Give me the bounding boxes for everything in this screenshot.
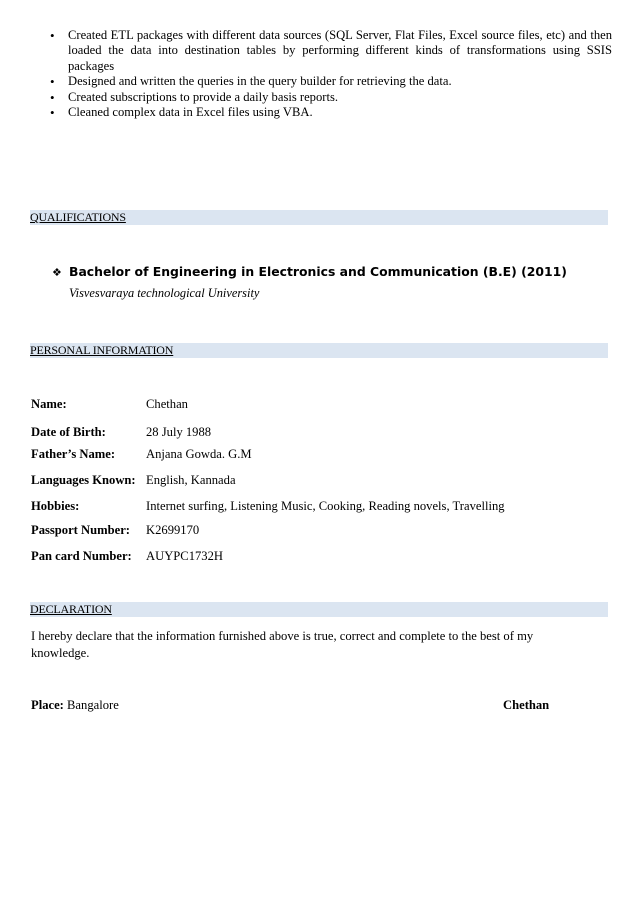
declaration-heading-bar — [30, 602, 608, 617]
info-value: K2699170 — [146, 523, 200, 537]
declaration-text: I hereby declare that the information furnished above is true, correct and complete to the best of my knowledge. — [31, 629, 534, 660]
degree-entry — [52, 264, 567, 281]
info-label: Pan card Number: — [31, 549, 132, 563]
experience-bullet: • Created subscriptions to provide a daily basis reports. — [46, 90, 612, 105]
signature-name: Chethan — [503, 698, 550, 712]
info-value: English, Kannada — [146, 473, 236, 487]
info-label: Languages Known: — [31, 473, 136, 487]
info-value: 28 July 1988 — [146, 425, 212, 439]
info-value: AUYPC1732H — [146, 549, 223, 563]
university-name: Visvesvaraya technological University — [69, 286, 260, 300]
personal-info-heading: PERSONAL INFORMATION — [30, 343, 174, 357]
qualifications-heading: QUALIFICATIONS — [30, 210, 126, 224]
experience-bullet-list — [46, 28, 612, 120]
experience-bullet: • Designed and written the queries in the query builder for retrieving the data. — [46, 74, 612, 89]
info-label: Father’s Name: — [31, 447, 116, 461]
info-label: Passport Number: — [31, 523, 130, 537]
diamond-bullet-icon: ❖ — [52, 266, 62, 279]
info-value: Chethan — [146, 397, 188, 411]
info-label: Hobbies: — [31, 499, 80, 513]
info-value: Internet surfing, Listening Music, Cooking, Reading novels, Travelling — [146, 499, 505, 513]
experience-bullet: • Cleaned complex data in Excel files using VBA. — [46, 105, 612, 120]
info-label: Date of Birth: — [31, 425, 106, 439]
qualifications-heading-bar — [30, 210, 608, 225]
place-value: Bangalore — [67, 698, 119, 712]
personal-info-heading-bar — [30, 343, 608, 358]
place-label: Place: — [31, 698, 64, 712]
experience-bullet: • Created ETL packages with different data sources (SQL Server, Flat Files, Excel source files, etc) and then loaded the data into destination tables by performing different kinds of transformations using SSIS packages — [46, 28, 612, 74]
declaration-heading: DECLARATION — [30, 602, 112, 616]
info-value: Anjana Gowda. G.M — [146, 447, 252, 461]
degree-title: Bachelor of Engineering in Electronics and Communication (B.E) (2011) — [69, 264, 567, 279]
place-line — [31, 697, 119, 713]
info-label: Name: — [31, 397, 67, 411]
